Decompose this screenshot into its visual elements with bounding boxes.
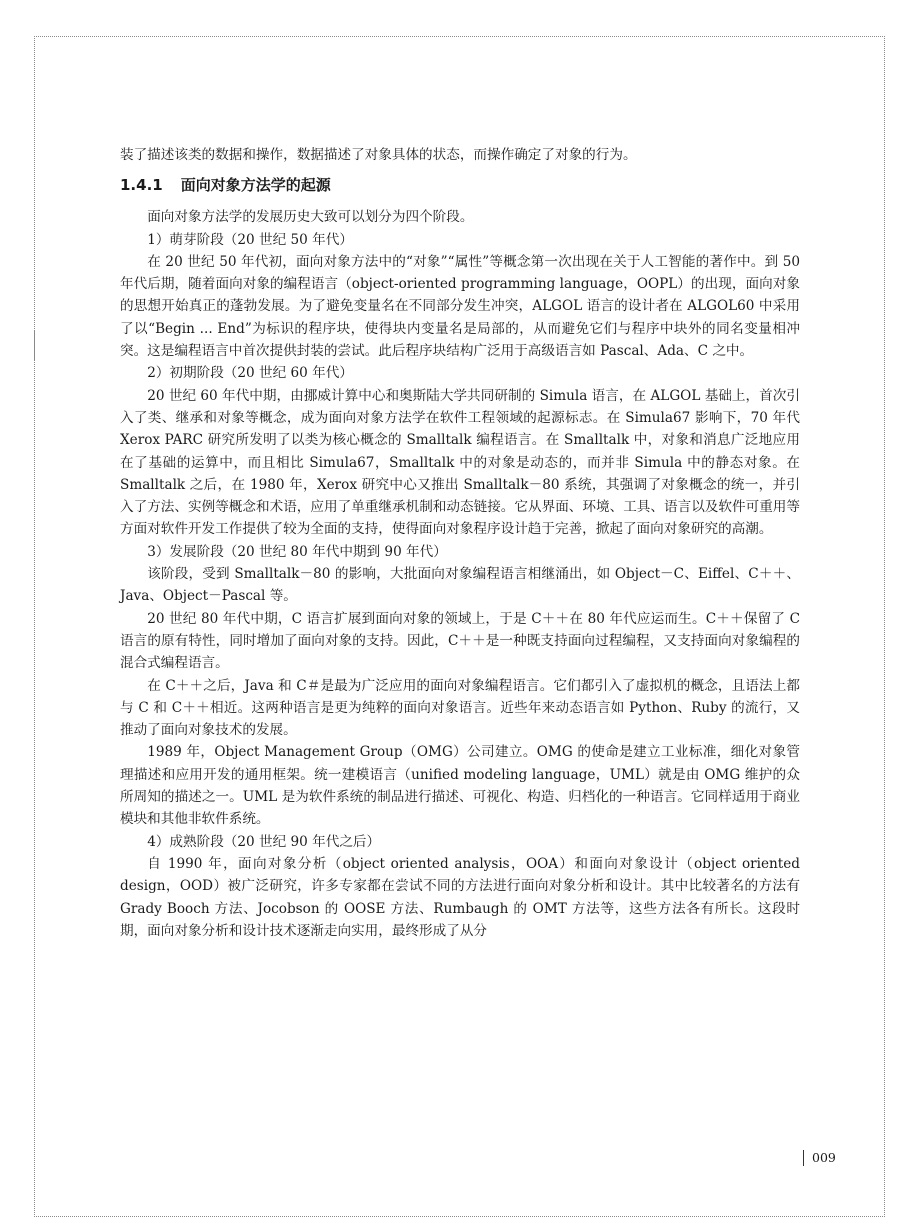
stage-heading: 2）初期阶段（20 世纪 60 年代）: [147, 365, 353, 382]
paragraph: 1989 年，Object Management Group（OMG）公司建立。OMG 的使命是建立工业标准，细化对象管理描述和应用开发的通用框架。统一建模语言（unified modeling language，UML）就是由 OMG 维护的众所周知的描述之一。UML 是为软件系统的制品进行描述、可视化、构造、归档化的一种语言。它同样适用于商业模块和其他非软件系统。: [120, 744, 800, 828]
margin-mark: [34, 330, 36, 360]
paragraph: 在 C＋＋之后，Java 和 C＃是最为广泛应用的面向对象编程语言。它们都引入了虚拟机的概念，且语法上都与 C 和 C＋＋相近。这两种语言是更为纯粹的面向对象语言。近些年来动态语言如 Python、Ruby 的流行，又推动了面向对象技术的发展。: [120, 677, 800, 739]
paragraph: 20 世纪 80 年代中期，C 语言扩展到面向对象的领域上，于是 C＋＋在 80 年代应运而生。C＋＋保留了 C 语言的原有特性，同时增加了面向对象的支持。因此，C＋＋是一种既支持面向过程编程，又支持面向对象编程的混合式编程语言。: [120, 610, 800, 672]
stage-heading: 4）成熟阶段（20 世纪 90 年代之后）: [147, 833, 381, 850]
section-title: 面向对象方法学的起源: [180, 176, 331, 195]
stage-heading: 1）萌芽阶段（20 世纪 50 年代）: [147, 231, 353, 248]
paragraph: 面向对象方法学的发展历史大致可以划分为四个阶段。: [147, 209, 474, 226]
page-number: 009: [803, 1150, 836, 1166]
section-number: 1.4.1: [120, 176, 163, 195]
paragraph-continued: 装了描述该类的数据和操作，数据描述了对象具体的状态，而操作确定了对象的行为。: [120, 147, 637, 163]
page-body: [120, 144, 800, 942]
paragraph: 20 世纪 60 年代中期，由挪威计算中心和奥斯陆大学共同研制的 Simula 语言，在 ALGOL 基础上，首次引入了类、继承和对象等概念，成为面向对象方法学在软件工程领域的起源标志。在 Simula67 影响下，70 年代 Xerox PARC 研究所发明了以类为核心概念的 Smalltalk 编程语言。在 Smalltalk 中，对象和消息广泛地应用在了基础的运算中，而且相比 Simula67，Smalltalk 中的对象是动态的，而并非 Simula 中的静态对象。在 Smalltalk 之后，在 1980 年，Xerox 研究中心又推出 Smalltalk－80 系统，其强调了对象概念的统一，并引入了方法、实例等概念和术语，应用了单重继承机制和动态链接。它从界面、环境、工具、语言以及软件可重用等方面对软件开发工作提供了较为全面的支持，使得面向对象程序设计趋于完善，掀起了面向对象研究的高潮。: [120, 387, 800, 538]
paragraph: 自 1990 年，面向对象分析（object oriented analysis，OOA）和面向对象设计（object oriented design，OOD）被广泛研究，许多专家都在尝试不同的方法进行面向对象分析和设计。其中比较著名的方法有 Grady Booch 方法、Jocobson 的 OOSE 方法、Rumbaugh 的 OMT 方法等，这些方法各有所长。这段时期，面向对象分析和设计技术逐渐走向实用，最终形成了从分: [120, 855, 800, 939]
paragraph: 该阶段，受到 Smalltalk－80 的影响，大批面向对象编程语言相继涌出，如 Object－C、Eiffel、C＋＋、Java、Object－Pascal 等。: [120, 566, 800, 605]
section-heading: [120, 172, 800, 198]
paragraph: 在 20 世纪 50 年代初，面向对象方法中的“对象”“属性”等概念第一次出现在关于人工智能的著作中。到 50 年代后期，随着面向对象的编程语言（object-oriented programming language，OOPL）的出现，面向对象的思想开始真正的蓬勃发展。为了避免变量名在不同部分发生冲突，ALGOL 语言的设计者在 ALGOL60 中采用了以“Begin ... End”为标识的程序块，使得块内变量名是局部的，从而避免它们与程序中块外的同名变量相冲突。这是编程语言中首次提供封装的尝试。此后程序块结构广泛用于高级语言如 Pascal、Ada、C 之中。: [120, 253, 800, 360]
stage-heading: 3）发展阶段（20 世纪 80 年代中期到 90 年代）: [147, 543, 447, 560]
